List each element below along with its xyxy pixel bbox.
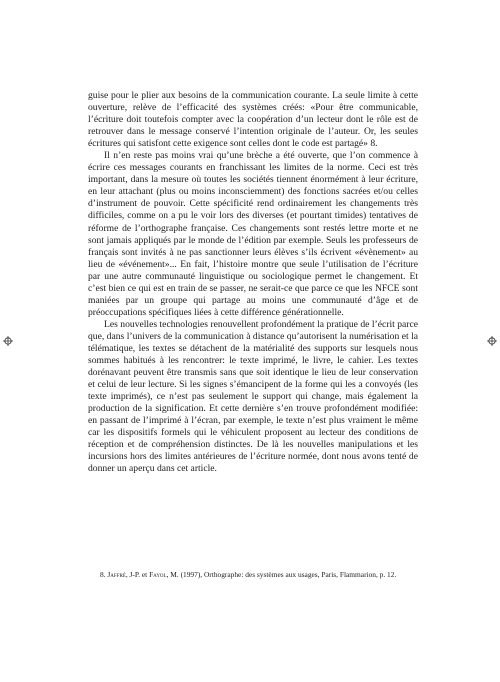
footnote-text: 8. Jaffré, J-P. et Fayol, M. (1997), Orthographe: des systèmes aux usages, Paris, Flammarion, p. 12.: [100, 570, 397, 579]
body-text: [88, 90, 418, 476]
footnote: [88, 570, 418, 580]
registration-mark-left: [3, 336, 13, 346]
paragraph-2: Il n’en reste pas moins vrai qu’une brèche a été ouverte, que l’on commence à écrire ces messages courants en franchissant les limites de la norme. Ceci est très important, dans la mesure où toutes les sociétés tiennent énormément à leur écriture, en leur attachant (plus ou moins inconsciemment) des fonctions sacrées et/ou celles d’instrument de pouvoir. Cette spécificité rend ordinairement les changements très difficiles, comme on a pu le voir lors des diverses (et pourtant timides) tentatives de réforme de l’orthographe française. Ces changements sont restés lettre morte et ne sont jamais appliqués par le monde de l’édition par exemple. Seuls les professeurs de français sont invités à ne pas sanctionner leurs élèves s’ils écrivent «évènement» au lieu de «événement»... En fait, l’histoire montre que seule l’utilisation de l’écriture par une autre communauté linguistique ou sociologique permet le changement. Et c’est bien ce qui est en train de se passer, ne serait-ce que parce ce que les NFCE sont maniées par un groupe qui partage au moins une communauté d’âge et de préoccupations spécifiques liées à cette différence générationnelle.: [88, 150, 418, 318]
registration-mark-right: [487, 336, 497, 346]
footnote-part-2: , M. (1997), Orthographe: des systèmes aux usages, Paris, Flammarion, p. 12.: [166, 570, 397, 579]
paragraph-3: Les nouvelles technologies renouvellent profondément la pratique de l’écrit parce que, dans l’univers de la communication à distance qu’autorisent la numérisation et la télématique, les textes se détachent de la matérialité des supports sur lesquels nous sommes habitués à les rencontrer: le texte imprimé, le livre, le cahier. Les textes dorénavant peuvent être transmis sans que soit identique le lieu de leur conservation et celui de leur lecture. Si les signes s’émancipent de la forme qui les a convoyés (les texte imprimés), ce n’est pas seulement le support qui change, mais également la production de la signification. Et cette dernière s’en trouve profondément modifiée: en passant de l’imprimé à l’écran, par exemple, le texte n’est plus vraiment le même car les dispositifs formels qui le véhiculent proposent au lecteur des conditions de réception et de compréhension distinctes. De là les nouvelles manipulations et les incursions hors des limites antérieures de l’écriture normée, dont nous avons tenté de donner un aperçu dans cet article.: [88, 318, 418, 475]
footnote-part-1: , J-P. et: [125, 570, 150, 579]
footnote-author-2: Fayol: [149, 570, 167, 579]
footnote-author-1: Jaffré: [107, 570, 126, 579]
footnote-marker: 8: [100, 570, 104, 579]
paragraph-1: guise pour le plier aux besoins de la communication courante. La seule limite à cette ouverture, relève de l’efficacité des systèmes créés: «Pour être communicable, l’écriture doit toutefois compter avec la coopération d’un lecteur dont le rôle est de retrouver dans le message conservé l’intention originale de l’auteur. Or, les seules écritures qui satisfont cette exigence sont celles dont le code est partagé» 8.: [88, 90, 418, 150]
